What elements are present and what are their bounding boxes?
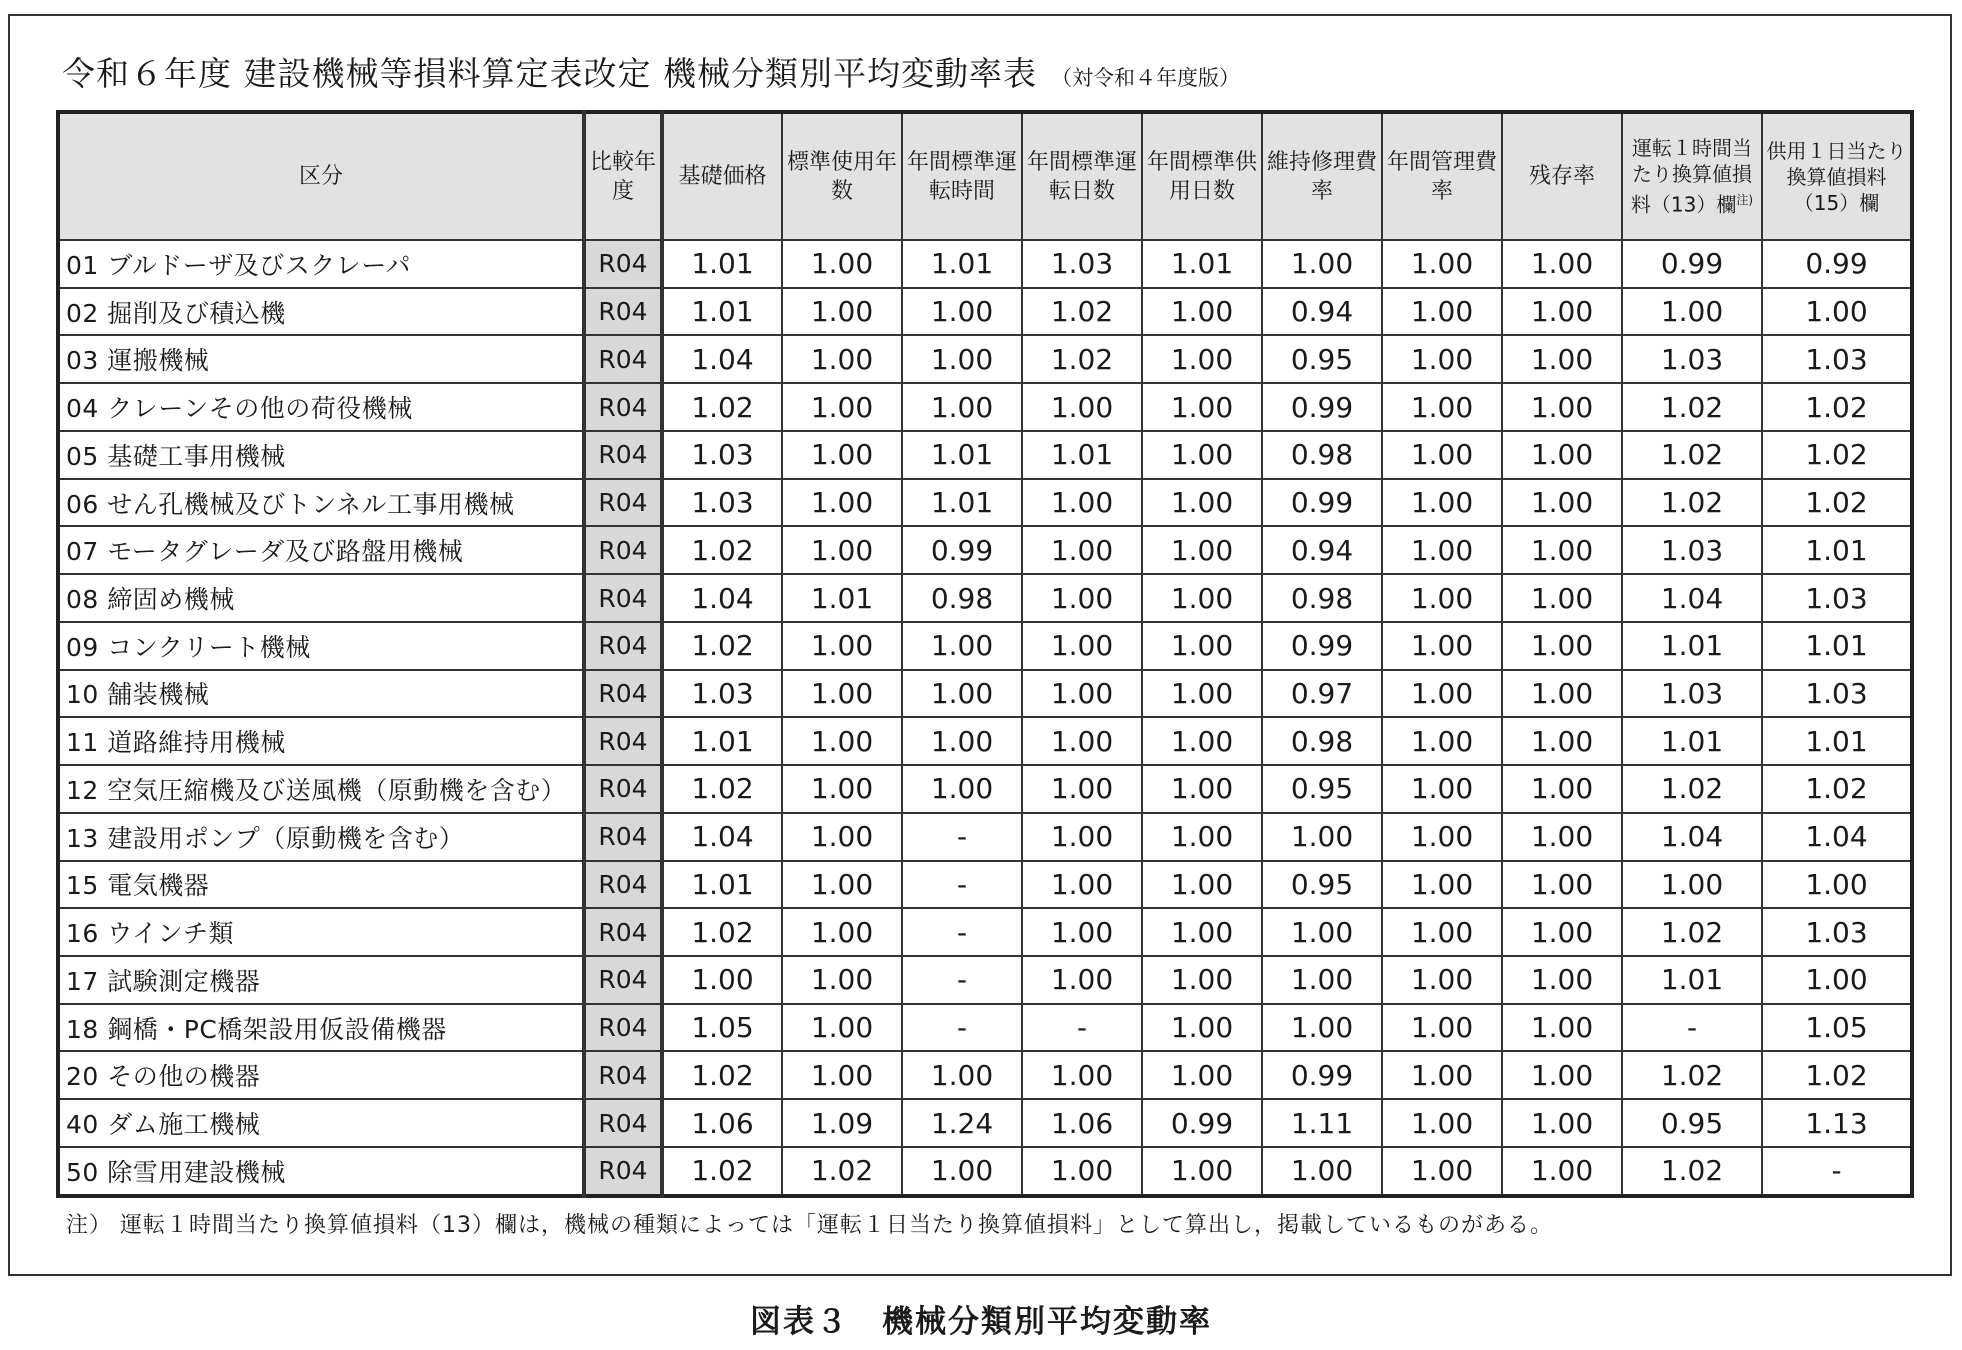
cell-usage-years: 1.00 [782, 717, 902, 765]
cell-hourly-loss: 1.02 [1622, 765, 1762, 813]
cell-admin: 1.00 [1382, 240, 1502, 288]
cell-residual: 1.00 [1502, 1051, 1622, 1099]
cell-daily-loss: 1.13 [1762, 1099, 1912, 1147]
cell-admin: 1.00 [1382, 574, 1502, 622]
cell-base-price: 1.02 [662, 765, 782, 813]
table-row [58, 813, 1912, 861]
cell-year: R04 [584, 956, 662, 1004]
cell-op-days: 1.00 [1022, 526, 1142, 574]
cell-maintenance: 1.00 [1262, 813, 1382, 861]
cell-hourly-loss: 1.02 [1622, 383, 1762, 431]
cell-base-price: 1.06 [662, 1099, 782, 1147]
cell-maintenance: 0.99 [1262, 479, 1382, 527]
cell-base-price: 1.02 [662, 622, 782, 670]
cell-op-hours: - [902, 956, 1022, 1004]
cell-year: R04 [584, 288, 662, 336]
cell-maintenance: 0.98 [1262, 431, 1382, 479]
cell-residual: 1.00 [1502, 670, 1622, 718]
cell-op-days: 1.00 [1022, 1147, 1142, 1196]
cell-maintenance: 0.97 [1262, 670, 1382, 718]
cell-year: R04 [584, 479, 662, 527]
cell-daily-loss: 1.03 [1762, 670, 1912, 718]
table-row [58, 1051, 1912, 1099]
cell-service-days: 1.00 [1142, 479, 1262, 527]
cell-service-days: 1.00 [1142, 956, 1262, 1004]
header-op-hours: 年間標準運転時間 [902, 112, 1022, 240]
cell-hourly-loss: 1.02 [1622, 1051, 1762, 1099]
cell-maintenance: 1.00 [1262, 1147, 1382, 1196]
cell-op-hours: - [902, 908, 1022, 956]
cell-op-hours: 1.00 [902, 717, 1022, 765]
cell-daily-loss: 1.01 [1762, 622, 1912, 670]
table-row [58, 240, 1912, 288]
cell-maintenance: 0.94 [1262, 288, 1382, 336]
cell-daily-loss: 1.02 [1762, 765, 1912, 813]
cell-usage-years: 1.00 [782, 288, 902, 336]
footnote: 注） 運転１時間当たり換算値損料（13）欄は，機械の種類によっては「運転１日当たり換算値損料」として算出し，掲載しているものがある。 [66, 1213, 1553, 1238]
cell-op-hours: 0.99 [902, 526, 1022, 574]
cell-hourly-loss: 0.99 [1622, 240, 1762, 288]
cell-base-price: 1.01 [662, 240, 782, 288]
cell-hourly-loss: 1.01 [1622, 717, 1762, 765]
cell-daily-loss: 1.00 [1762, 861, 1912, 909]
table-row [58, 1099, 1912, 1147]
table-row [58, 1147, 1912, 1196]
cell-admin: 1.00 [1382, 670, 1502, 718]
cell-op-hours: 1.00 [902, 622, 1022, 670]
cell-admin: 1.00 [1382, 1004, 1502, 1052]
header-base-price: 基礎価格 [662, 112, 782, 240]
cell-usage-years: 1.00 [782, 861, 902, 909]
cell-op-days: 1.01 [1022, 431, 1142, 479]
header-hourly-loss [1622, 112, 1762, 240]
cell-daily-loss: 1.02 [1762, 1051, 1912, 1099]
cell-op-hours: 1.01 [902, 240, 1022, 288]
cell-hourly-loss: 1.00 [1622, 861, 1762, 909]
cell-admin: 1.00 [1382, 956, 1502, 1004]
cell-op-days: 1.02 [1022, 288, 1142, 336]
cell-year: R04 [584, 240, 662, 288]
cell-op-days: 1.00 [1022, 717, 1142, 765]
cell-op-hours: 1.00 [902, 670, 1022, 718]
cell-admin: 1.00 [1382, 908, 1502, 956]
table-body [58, 240, 1912, 1196]
cell-category: 10 舗装機械 [58, 670, 584, 718]
table-row [58, 717, 1912, 765]
cell-residual: 1.00 [1502, 622, 1622, 670]
cell-daily-loss: 1.00 [1762, 288, 1912, 336]
cell-base-price: 1.03 [662, 670, 782, 718]
cell-residual: 1.00 [1502, 526, 1622, 574]
cell-residual: 1.00 [1502, 717, 1622, 765]
cell-residual: 1.00 [1502, 1099, 1622, 1147]
cell-residual: 1.00 [1502, 1147, 1622, 1196]
cell-base-price: 1.02 [662, 1051, 782, 1099]
cell-hourly-loss: 1.03 [1622, 670, 1762, 718]
cell-residual: 1.00 [1502, 908, 1622, 956]
cell-usage-years: 1.00 [782, 1004, 902, 1052]
cell-residual: 1.00 [1502, 288, 1622, 336]
cell-op-hours: 1.00 [902, 1051, 1022, 1099]
cell-op-days: 1.02 [1022, 335, 1142, 383]
cell-residual: 1.00 [1502, 335, 1622, 383]
cell-op-hours: - [902, 1004, 1022, 1052]
cell-hourly-loss: 0.95 [1622, 1099, 1762, 1147]
table-row [58, 288, 1912, 336]
cell-base-price: 1.01 [662, 288, 782, 336]
cell-residual: 1.00 [1502, 1004, 1622, 1052]
cell-daily-loss: 1.02 [1762, 383, 1912, 431]
table-row [58, 861, 1912, 909]
cell-year: R04 [584, 383, 662, 431]
cell-op-hours: 1.01 [902, 479, 1022, 527]
cell-daily-loss: 1.03 [1762, 335, 1912, 383]
cell-admin: 1.00 [1382, 431, 1502, 479]
cell-hourly-loss: 1.02 [1622, 431, 1762, 479]
header-year: 比較年度 [584, 112, 662, 240]
cell-op-hours: 1.01 [902, 431, 1022, 479]
cell-base-price: 1.03 [662, 479, 782, 527]
cell-service-days: 1.00 [1142, 383, 1262, 431]
cell-residual: 1.00 [1502, 956, 1622, 1004]
header-hourly-loss-label: 運転１時間当たり換算値損料（13）欄 [1630, 136, 1752, 217]
cell-maintenance: 0.95 [1262, 335, 1382, 383]
cell-base-price: 1.05 [662, 1004, 782, 1052]
cell-usage-years: 1.00 [782, 240, 902, 288]
cell-admin: 1.00 [1382, 1099, 1502, 1147]
cell-daily-loss: 1.01 [1762, 717, 1912, 765]
cell-hourly-loss: 1.01 [1622, 956, 1762, 1004]
cell-admin: 1.00 [1382, 383, 1502, 431]
header-usage-years: 標準使用年数 [782, 112, 902, 240]
cell-op-days: 1.03 [1022, 240, 1142, 288]
cell-service-days: 1.00 [1142, 717, 1262, 765]
cell-hourly-loss: - [1622, 1004, 1762, 1052]
cell-category: 11 道路維持用機械 [58, 717, 584, 765]
header-daily-loss: 供用１日当たり換算値損料（15）欄 [1762, 112, 1912, 240]
cell-base-price: 1.04 [662, 335, 782, 383]
cell-category: 07 モータグレーダ及び路盤用機械 [58, 526, 584, 574]
cell-hourly-loss: 1.01 [1622, 622, 1762, 670]
cell-residual: 1.00 [1502, 431, 1622, 479]
cell-op-hours: 1.00 [902, 288, 1022, 336]
cell-base-price: 1.02 [662, 383, 782, 431]
table-title-subtitle: （対令和４年度版） [1050, 66, 1240, 90]
table-row [58, 908, 1912, 956]
cell-residual: 1.00 [1502, 813, 1622, 861]
cell-op-hours: 1.00 [902, 335, 1022, 383]
cell-year: R04 [584, 431, 662, 479]
cell-op-days: 1.00 [1022, 813, 1142, 861]
cell-service-days: 1.00 [1142, 670, 1262, 718]
cell-admin: 1.00 [1382, 526, 1502, 574]
cell-category: 40 ダム施工機械 [58, 1099, 584, 1147]
cell-daily-loss: 1.02 [1762, 479, 1912, 527]
cell-usage-years: 1.02 [782, 1147, 902, 1196]
cell-service-days: 1.00 [1142, 526, 1262, 574]
table-row [58, 335, 1912, 383]
cell-year: R04 [584, 574, 662, 622]
cell-daily-loss: 1.00 [1762, 956, 1912, 1004]
cell-hourly-loss: 1.04 [1622, 574, 1762, 622]
table-row [58, 956, 1912, 1004]
cell-category: 50 除雪用建設機械 [58, 1147, 584, 1196]
cell-hourly-loss: 1.02 [1622, 908, 1762, 956]
cell-year: R04 [584, 861, 662, 909]
cell-year: R04 [584, 526, 662, 574]
table-row [58, 526, 1912, 574]
cell-usage-years: 1.00 [782, 622, 902, 670]
header-maintenance: 維持修理費率 [1262, 112, 1382, 240]
cell-base-price: 1.01 [662, 717, 782, 765]
cell-service-days: 1.00 [1142, 861, 1262, 909]
cell-year: R04 [584, 813, 662, 861]
cell-op-days: - [1022, 1004, 1142, 1052]
cell-category: 05 基礎工事用機械 [58, 431, 584, 479]
cell-op-hours: 1.00 [902, 765, 1022, 813]
cell-residual: 1.00 [1502, 765, 1622, 813]
cell-service-days: 1.00 [1142, 908, 1262, 956]
cell-usage-years: 1.00 [782, 1051, 902, 1099]
cell-admin: 1.00 [1382, 1147, 1502, 1196]
cell-category: 08 締固め機械 [58, 574, 584, 622]
cell-category: 18 鋼橋・PC橋架設用仮設備機器 [58, 1004, 584, 1052]
cell-op-hours: 0.98 [902, 574, 1022, 622]
cell-daily-loss: 1.01 [1762, 526, 1912, 574]
cell-base-price: 1.04 [662, 574, 782, 622]
cell-category: 16 ウインチ類 [58, 908, 584, 956]
cell-category: 02 掘削及び積込機 [58, 288, 584, 336]
cell-op-days: 1.00 [1022, 765, 1142, 813]
cell-hourly-loss: 1.04 [1622, 813, 1762, 861]
cell-year: R04 [584, 1051, 662, 1099]
cell-admin: 1.00 [1382, 765, 1502, 813]
cell-hourly-loss: 1.02 [1622, 479, 1762, 527]
header-op-days: 年間標準運転日数 [1022, 112, 1142, 240]
cell-service-days: 1.00 [1142, 574, 1262, 622]
cell-year: R04 [584, 908, 662, 956]
cell-year: R04 [584, 670, 662, 718]
cell-maintenance: 0.99 [1262, 622, 1382, 670]
cell-op-days: 1.00 [1022, 908, 1142, 956]
cell-op-hours: 1.00 [902, 1147, 1022, 1196]
cell-service-days: 1.00 [1142, 622, 1262, 670]
cell-daily-loss: 1.05 [1762, 1004, 1912, 1052]
cell-op-hours: - [902, 861, 1022, 909]
cell-residual: 1.00 [1502, 479, 1622, 527]
cell-maintenance: 1.00 [1262, 956, 1382, 1004]
cell-usage-years: 1.01 [782, 574, 902, 622]
table-title-row [62, 48, 1240, 95]
table-row [58, 383, 1912, 431]
cell-daily-loss: - [1762, 1147, 1912, 1196]
cell-maintenance: 0.94 [1262, 526, 1382, 574]
table-row [58, 622, 1912, 670]
table-row [58, 479, 1912, 527]
cell-service-days: 1.00 [1142, 288, 1262, 336]
cell-op-days: 1.00 [1022, 622, 1142, 670]
header-admin: 年間管理費率 [1382, 112, 1502, 240]
cell-year: R04 [584, 622, 662, 670]
table-row [58, 431, 1912, 479]
cell-op-hours: - [902, 813, 1022, 861]
header-residual: 残存率 [1502, 112, 1622, 240]
cell-op-days: 1.00 [1022, 861, 1142, 909]
table-title: 令和６年度 建設機械等損料算定表改定 機械分類別平均変動率表 [62, 54, 1037, 93]
cell-hourly-loss: 1.02 [1622, 1147, 1762, 1196]
change-rate-table [56, 110, 1914, 1198]
cell-op-hours: 1.24 [902, 1099, 1022, 1147]
cell-daily-loss: 1.03 [1762, 908, 1912, 956]
cell-admin: 1.00 [1382, 1051, 1502, 1099]
cell-residual: 1.00 [1502, 240, 1622, 288]
cell-usage-years: 1.00 [782, 431, 902, 479]
cell-category: 04 クレーンその他の荷役機械 [58, 383, 584, 431]
cell-category: 17 試験測定機器 [58, 956, 584, 1004]
cell-hourly-loss: 1.03 [1622, 526, 1762, 574]
cell-usage-years: 1.00 [782, 479, 902, 527]
cell-op-days: 1.00 [1022, 670, 1142, 718]
cell-service-days: 1.00 [1142, 1051, 1262, 1099]
cell-maintenance: 0.99 [1262, 1051, 1382, 1099]
cell-maintenance: 0.99 [1262, 383, 1382, 431]
cell-residual: 1.00 [1502, 383, 1622, 431]
cell-year: R04 [584, 335, 662, 383]
cell-usage-years: 1.00 [782, 813, 902, 861]
cell-base-price: 1.00 [662, 956, 782, 1004]
cell-year: R04 [584, 1004, 662, 1052]
cell-usage-years: 1.00 [782, 526, 902, 574]
cell-op-days: 1.00 [1022, 1051, 1142, 1099]
cell-op-days: 1.06 [1022, 1099, 1142, 1147]
cell-daily-loss: 1.02 [1762, 431, 1912, 479]
cell-base-price: 1.02 [662, 526, 782, 574]
header-category: 区分 [58, 112, 584, 240]
cell-daily-loss: 1.03 [1762, 574, 1912, 622]
cell-service-days: 1.00 [1142, 1147, 1262, 1196]
cell-category: 09 コンクリート機械 [58, 622, 584, 670]
table-row [58, 574, 1912, 622]
cell-usage-years: 1.00 [782, 956, 902, 1004]
cell-usage-years: 1.00 [782, 383, 902, 431]
cell-admin: 1.00 [1382, 622, 1502, 670]
figure-caption: 図表３ 機械分類別平均変動率 [750, 1304, 1212, 1340]
cell-year: R04 [584, 1099, 662, 1147]
cell-base-price: 1.02 [662, 1147, 782, 1196]
cell-op-days: 1.00 [1022, 479, 1142, 527]
cell-usage-years: 1.09 [782, 1099, 902, 1147]
cell-category: 12 空気圧縮機及び送風機（原動機を含む） [58, 765, 584, 813]
cell-usage-years: 1.00 [782, 908, 902, 956]
cell-base-price: 1.01 [662, 861, 782, 909]
cell-service-days: 1.00 [1142, 335, 1262, 383]
cell-base-price: 1.03 [662, 431, 782, 479]
cell-service-days: 1.01 [1142, 240, 1262, 288]
cell-category: 13 建設用ポンプ（原動機を含む） [58, 813, 584, 861]
header-row [58, 112, 1912, 240]
cell-base-price: 1.02 [662, 908, 782, 956]
cell-service-days: 0.99 [1142, 1099, 1262, 1147]
cell-maintenance: 0.98 [1262, 574, 1382, 622]
cell-base-price: 1.04 [662, 813, 782, 861]
cell-daily-loss: 0.99 [1762, 240, 1912, 288]
cell-maintenance: 0.95 [1262, 765, 1382, 813]
cell-year: R04 [584, 1147, 662, 1196]
table-row [58, 670, 1912, 718]
cell-category: 20 その他の機器 [58, 1051, 584, 1099]
header-service-days: 年間標準供用日数 [1142, 112, 1262, 240]
cell-usage-years: 1.00 [782, 335, 902, 383]
cell-maintenance: 0.98 [1262, 717, 1382, 765]
cell-hourly-loss: 1.03 [1622, 335, 1762, 383]
cell-category: 01 ブルドーザ及びスクレーパ [58, 240, 584, 288]
cell-op-days: 1.00 [1022, 383, 1142, 431]
cell-maintenance: 1.00 [1262, 240, 1382, 288]
cell-residual: 1.00 [1502, 861, 1622, 909]
cell-category: 15 電気機器 [58, 861, 584, 909]
cell-usage-years: 1.00 [782, 670, 902, 718]
cell-admin: 1.00 [1382, 717, 1502, 765]
cell-hourly-loss: 1.00 [1622, 288, 1762, 336]
cell-op-days: 1.00 [1022, 956, 1142, 1004]
cell-usage-years: 1.00 [782, 765, 902, 813]
cell-service-days: 1.00 [1142, 1004, 1262, 1052]
cell-year: R04 [584, 717, 662, 765]
cell-admin: 1.00 [1382, 288, 1502, 336]
cell-maintenance: 1.00 [1262, 1004, 1382, 1052]
cell-category: 06 せん孔機械及びトンネル工事用機械 [58, 479, 584, 527]
table-row [58, 1004, 1912, 1052]
cell-year: R04 [584, 765, 662, 813]
cell-op-days: 1.00 [1022, 574, 1142, 622]
cell-service-days: 1.00 [1142, 431, 1262, 479]
cell-daily-loss: 1.04 [1762, 813, 1912, 861]
cell-admin: 1.00 [1382, 335, 1502, 383]
cell-service-days: 1.00 [1142, 813, 1262, 861]
table-row [58, 765, 1912, 813]
cell-service-days: 1.00 [1142, 765, 1262, 813]
cell-maintenance: 0.95 [1262, 861, 1382, 909]
cell-admin: 1.00 [1382, 479, 1502, 527]
cell-maintenance: 1.00 [1262, 908, 1382, 956]
cell-admin: 1.00 [1382, 813, 1502, 861]
cell-admin: 1.00 [1382, 861, 1502, 909]
cell-maintenance: 1.11 [1262, 1099, 1382, 1147]
cell-op-hours: 1.00 [902, 383, 1022, 431]
header-hourly-loss-note-mark: 注) [1736, 193, 1754, 208]
cell-residual: 1.00 [1502, 574, 1622, 622]
cell-category: 03 運搬機械 [58, 335, 584, 383]
